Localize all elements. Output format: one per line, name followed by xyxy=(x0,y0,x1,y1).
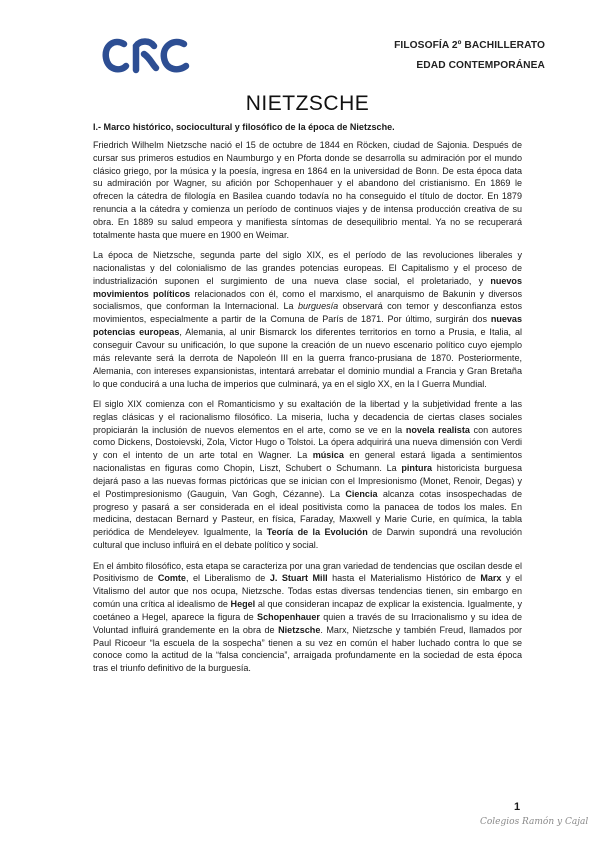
unit-label: EDAD CONTEMPORÁNEA xyxy=(416,60,545,71)
text-run: con autores como Dickens, Dostoievski, Zola, Victor Hugo o Tolstoi. La ópera adquirirá una nueva dimensión con Verdi y con el intento de un arte total en Wagner. La xyxy=(93,424,522,461)
bold-term: J. Stuart Mill xyxy=(269,573,328,584)
school-logo-icon xyxy=(100,36,196,80)
page-title: NIETZSCHE xyxy=(245,92,370,115)
paragraph xyxy=(93,398,522,552)
course-label: FILOSOFÍA 2º BACHILLERATO xyxy=(394,40,545,51)
document-body xyxy=(93,121,522,683)
paragraph xyxy=(93,560,522,676)
text-run: alcanza cotas insospechadas de progreso y pasará a ser considerada en el ideal positivista como la panacea de todos los males. En medicina, destacan Bernard y Pasteur, en física, Faraday, Maxwell y Marie Curie, en química, la tabla periódica de Mendeleyev. Igualmente, la xyxy=(93,488,522,538)
bold-term: nuevos movimientos políticos xyxy=(93,275,522,299)
paragraph xyxy=(93,249,522,390)
italic-term: burguesía xyxy=(297,301,339,312)
text-run: El siglo XIX comienza con el Romanticismo y su exaltación de la libertad y la subjetividad frente a las reglas clásicas y el racionalismo filosófico. La miseria, lucha y decadencia de ciertas clases sociales propiciarán la inclusión de nuevos elementos en el arte, como se ve en la xyxy=(93,398,522,435)
section-heading: I.- Marco histórico, sociocultural y filosófico de la época de Nietzsche. xyxy=(93,122,395,132)
text-run: de Darwin supondrá una revolución cultural que incluso influirá en el debate político y social. xyxy=(93,527,522,551)
bold-term: música xyxy=(312,450,344,461)
bold-term: Hegel xyxy=(230,599,256,610)
bold-term: Comte xyxy=(157,573,186,584)
text-run: hasta el Materialismo Histórico de xyxy=(327,573,481,584)
text-run: La época de Nietzsche, segunda parte del siglo XIX, es el período de las revoluciones liberales y nacionalistas y del colonialismo de las grandes potencias europeas. El Capitalismo y el proceso de industrialización suponen el surgimiento de una nueva clase social, el proletariado, y xyxy=(93,250,522,286)
paragraph xyxy=(93,139,522,242)
bold-term: Ciencia xyxy=(345,488,378,499)
bold-term: pintura xyxy=(401,463,433,474)
text-run: , el Liberalismo de xyxy=(185,573,270,584)
text-run: en general estará ligada a sentimientos nacionalistas en figuras como Chopin, Liszt, Schubert o Schumann. La xyxy=(93,450,522,474)
bold-term: Teoría de la Evolución xyxy=(266,527,368,538)
text-run: y el Vitalismo del autor que nos ocupa, Nietzsche. Todas estas diversas tendencias tienen, sin embargo en común una crítica al idealismo de xyxy=(93,573,522,610)
bold-term: Schopenhauer xyxy=(257,611,320,622)
text-run: , Alemania, al unir Bismarck los diferentes territorios en torno a Prusia, e Italia, al conseguir Cavour su unificación, lo que supone la creación de un nuevo escenario político cuyo ejemplo más relevante será la derrota de Napoleón III en la guerra franco-prusiana de 1870. Posteriormente, Alemania, con intereses expansionistas, intentará arrebatar el dominio mundial a Francia y Gran Bretaña lo que conducirá a una lucha de imperios que culminará, ya en el siglo XX, en la I Guerra Mundial. xyxy=(93,327,522,389)
text-run: En el ámbito filosófico, esta etapa se caracteriza por una gran variedad de tendencias que oscilan desde el Positivismo de xyxy=(93,560,522,584)
text-run: al que consideran incapaz de explicar la existencia. Igualmente, y coetáneo a Hegel, aparece la figura de xyxy=(93,599,522,622)
page-number: 1 xyxy=(514,801,521,813)
bold-term: Marx xyxy=(480,573,502,584)
bold-term: novela realista xyxy=(405,424,470,435)
text-run: observará con temor y desconfianza estos movimientos, especialmente a partir de la Comuna de París de 1871. Por último, surgirán dos xyxy=(93,301,522,325)
bold-term: nuevas potencias europeas xyxy=(93,314,522,338)
text-run: historicista burguesa dejará paso a las nuevas formas pictóricas que se inician con el Impresionismo (Monet, Renoir, Degas) y el Postimpresionismo (Gauguin, Van Gogh, Cézanne). La xyxy=(93,463,522,499)
text-run: relacionados con él, como el marxismo, el anarquismo de Bakunin y diversos socialismos, que conforman la Internacional. La xyxy=(93,288,522,312)
text-run: . Marx, Nietzsche y también Freud, llamados por Paul Ricoeur “la escuela de la sospecha” tienen a su vez en común el haber luchado contra lo que se conoce como la actitud de la “falsa conciencia”, arraigada profundamente en la sociedad de esta época tras el triunfo definitivo de la burguesía. xyxy=(93,624,522,674)
text-run: quien a través de su Irracionalismo y su idea de Voluntad influirá grandemente en la obra de xyxy=(93,611,522,635)
footer-signature: Colegios Ramón y Cajal xyxy=(480,817,589,827)
bold-term: Nietzsche xyxy=(278,624,321,635)
text-run: Friedrich Wilhelm Nietzsche nació el 15 de octubre de 1844 en Röcken, ciudad de Sajonia. Después de cursar sus primeros estudios en Naumburgo y en Pforta donde se desarrolla su admiración por el mundo clásico griego, por la música y la poesía, ingresa en 1864 en la universidad de Bonn. De esta época data su admiración por Wagner, su afición por Schopenhauer y el abandono del cristianismo. En 1869 le ofrecen la cátedra de filología en Basilea cuando todavía no ha conseguido el título de doctor. En 1879 renuncia a la cátedra y comienza un período de continuos viajes y de intensa producción creativa de su obra. En 1889 su salud empeora y manifiesta síntomas de desequilibrio mental. Ya no se recuperará totalmente hasta que muere en 1900 en Weimar. xyxy=(93,139,522,240)
